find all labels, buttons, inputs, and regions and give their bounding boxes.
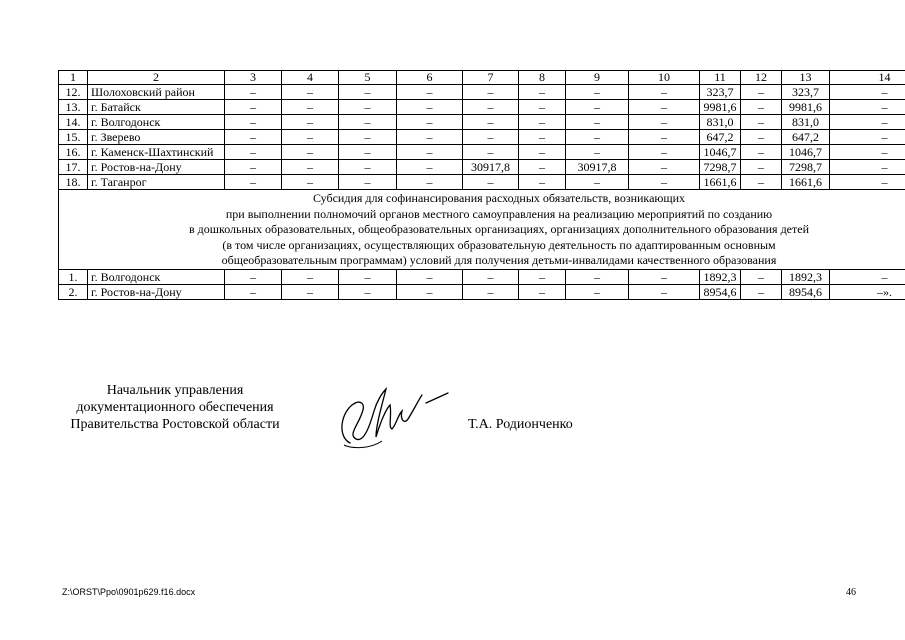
column-number-cell: 10 — [629, 71, 700, 85]
value-cell: – — [339, 145, 397, 160]
column-number-cell: 11 — [700, 71, 741, 85]
value-cell: – — [741, 100, 782, 115]
territory-cell: г. Таганрог — [88, 175, 225, 190]
value-cell: – — [519, 160, 566, 175]
value-cell: – — [282, 100, 339, 115]
section-title-line: при выполнении полномочий органов местного самоуправления на реализацию мероприятий по созданию — [225, 206, 773, 221]
handwritten-signature — [330, 375, 450, 455]
territory-cell: г. Каменск-Шахтинский — [88, 145, 225, 160]
value-cell: – — [225, 284, 282, 299]
table-row — [59, 175, 905, 190]
value-cell: – — [225, 160, 282, 175]
value-cell: – — [519, 284, 566, 299]
value-cell: 9981,6 — [700, 100, 741, 115]
value-cell: – — [519, 115, 566, 130]
value-cell: – — [282, 160, 339, 175]
footer-file-path: Z:\ORST\Ppo\0901p629.f16.docx — [62, 587, 196, 597]
value-cell: – — [225, 175, 282, 190]
value-cell: 1046,7 — [782, 145, 830, 160]
value-cell: – — [225, 130, 282, 145]
value-cell: 12. — [59, 85, 88, 100]
section-title-line: в дошкольных образовательных, общеобразовательных организациях, организациях дополнительного образования детей — [188, 222, 809, 236]
value-cell: 2. — [59, 284, 88, 299]
column-number-cell: 12 — [741, 71, 782, 85]
value-cell: – — [566, 175, 629, 190]
value-cell: – — [339, 284, 397, 299]
value-cell: – — [629, 160, 700, 175]
value-cell: – — [463, 145, 519, 160]
value-cell: – — [397, 175, 463, 190]
value-cell: – — [463, 100, 519, 115]
value-cell: 8954,6 — [782, 284, 830, 299]
value-cell: – — [339, 115, 397, 130]
column-number-cell: 3 — [225, 71, 282, 85]
territory-cell: г. Волгодонск — [88, 269, 225, 284]
column-number-cell: 14 — [830, 71, 905, 85]
value-cell: – — [741, 130, 782, 145]
value-cell: – — [225, 145, 282, 160]
value-cell: – — [741, 160, 782, 175]
value-cell: – — [397, 284, 463, 299]
value-cell: 14. — [59, 115, 88, 130]
value-cell: – — [463, 175, 519, 190]
value-cell: – — [830, 85, 905, 100]
table-body — [59, 71, 905, 300]
value-cell: – — [339, 100, 397, 115]
value-cell: – — [741, 115, 782, 130]
value-cell: 15. — [59, 130, 88, 145]
value-cell: – — [830, 175, 905, 190]
value-cell: – — [830, 115, 905, 130]
column-number-cell: 13 — [782, 71, 830, 85]
value-cell: 831,0 — [700, 115, 741, 130]
territory-cell: Шолоховский район — [88, 85, 225, 100]
value-cell: 1661,6 — [700, 175, 741, 190]
value-cell: – — [463, 130, 519, 145]
position-line: документационного обеспечения — [76, 400, 274, 415]
value-cell: – — [629, 85, 700, 100]
value-cell: – — [830, 145, 905, 160]
value-cell: – — [830, 160, 905, 175]
value-cell: – — [225, 115, 282, 130]
value-cell: – — [566, 100, 629, 115]
signatory-name: Т.А. Родионченко — [468, 417, 573, 432]
table-row — [59, 160, 905, 175]
value-cell: – — [282, 284, 339, 299]
position-line: Правительства Ростовской области — [70, 417, 280, 432]
value-cell: 13. — [59, 100, 88, 115]
territory-cell: г. Волгодонск — [88, 115, 225, 130]
table-row — [59, 269, 905, 284]
value-cell: – — [463, 269, 519, 284]
value-cell: – — [397, 130, 463, 145]
value-cell: – — [225, 269, 282, 284]
value-cell: – — [282, 145, 339, 160]
value-cell: – — [339, 85, 397, 100]
value-cell: – — [566, 269, 629, 284]
section-title-line: (в том числе организациях, осуществляющих образовательную деятельность по адаптированным основным — [222, 237, 776, 252]
value-cell: 647,2 — [782, 130, 830, 145]
value-cell: – — [397, 100, 463, 115]
value-cell: – — [463, 284, 519, 299]
value-cell: – — [830, 130, 905, 145]
value-cell: – — [519, 175, 566, 190]
territory-cell: г. Ростов-на-Дону — [88, 160, 225, 175]
signatory-position — [40, 382, 310, 433]
column-number-cell: 2 — [88, 71, 225, 85]
value-cell: – — [741, 85, 782, 100]
section-title-line: общеобразовательным программам) условий для получения детьми-инвалидами качественного образования — [221, 253, 777, 267]
section-title-line: Субсидия для софинансирования расходных обязательств, возникающих — [312, 191, 686, 205]
value-cell: – — [566, 130, 629, 145]
table-row — [59, 130, 905, 145]
value-cell: – — [225, 85, 282, 100]
table-row — [59, 284, 905, 299]
value-cell: – — [629, 130, 700, 145]
value-cell: – — [397, 160, 463, 175]
value-cell: – — [629, 115, 700, 130]
value-cell: 16. — [59, 145, 88, 160]
value-cell: – — [339, 175, 397, 190]
section-title — [59, 190, 905, 270]
page-number: 46 — [846, 587, 856, 598]
value-cell: – — [339, 130, 397, 145]
column-number-cell: 6 — [397, 71, 463, 85]
value-cell: – — [741, 269, 782, 284]
value-cell: 8954,6 — [700, 284, 741, 299]
value-cell: – — [741, 284, 782, 299]
territory-cell: г. Зверево — [88, 130, 225, 145]
value-cell: – — [519, 269, 566, 284]
value-cell: – — [282, 130, 339, 145]
column-number-cell: 5 — [339, 71, 397, 85]
column-number-cell: 9 — [566, 71, 629, 85]
value-cell: – — [566, 115, 629, 130]
value-cell: – — [282, 175, 339, 190]
value-cell: – — [629, 175, 700, 190]
value-cell: – — [339, 160, 397, 175]
value-cell: – — [282, 85, 339, 100]
value-cell: 831,0 — [782, 115, 830, 130]
value-cell: – — [741, 145, 782, 160]
table-row — [59, 100, 905, 115]
value-cell: 30917,8 — [463, 160, 519, 175]
value-cell: – — [519, 85, 566, 100]
column-number-cell: 7 — [463, 71, 519, 85]
column-number-cell: 8 — [519, 71, 566, 85]
value-cell: 323,7 — [700, 85, 741, 100]
value-cell: – — [741, 175, 782, 190]
value-cell: – — [629, 269, 700, 284]
value-cell: 1. — [59, 269, 88, 284]
value-cell: – — [397, 269, 463, 284]
value-cell: 647,2 — [700, 130, 741, 145]
column-number-cell: 1 — [59, 71, 88, 85]
value-cell: – — [282, 269, 339, 284]
subsidy-table — [58, 70, 905, 300]
value-cell: – — [830, 269, 905, 284]
value-cell: – — [397, 145, 463, 160]
value-cell: 1892,3 — [700, 269, 741, 284]
value-cell: –». — [830, 284, 905, 299]
value-cell: – — [629, 284, 700, 299]
value-cell: – — [339, 269, 397, 284]
value-cell: – — [519, 100, 566, 115]
value-cell: 7298,7 — [782, 160, 830, 175]
territory-cell: г. Батайск — [88, 100, 225, 115]
section-title-row — [59, 190, 905, 270]
value-cell: 17. — [59, 160, 88, 175]
value-cell: 7298,7 — [700, 160, 741, 175]
value-cell: – — [463, 85, 519, 100]
value-cell: – — [566, 85, 629, 100]
value-cell: – — [629, 145, 700, 160]
value-cell: – — [566, 284, 629, 299]
value-cell: – — [282, 115, 339, 130]
value-cell: 1892,3 — [782, 269, 830, 284]
value-cell: 18. — [59, 175, 88, 190]
table-row — [59, 115, 905, 130]
territory-cell: г. Ростов-на-Дону — [88, 284, 225, 299]
value-cell: 30917,8 — [566, 160, 629, 175]
value-cell: – — [397, 85, 463, 100]
value-cell: – — [463, 115, 519, 130]
value-cell: – — [629, 100, 700, 115]
column-number-cell: 4 — [282, 71, 339, 85]
table-header-row — [59, 71, 905, 85]
position-line: Начальник управления — [106, 383, 244, 398]
value-cell: – — [566, 145, 629, 160]
table-row — [59, 145, 905, 160]
value-cell: – — [397, 115, 463, 130]
value-cell: – — [519, 145, 566, 160]
value-cell: 1046,7 — [700, 145, 741, 160]
value-cell: – — [830, 100, 905, 115]
value-cell: 323,7 — [782, 85, 830, 100]
value-cell: – — [519, 130, 566, 145]
table-row — [59, 85, 905, 100]
value-cell: 1661,6 — [782, 175, 830, 190]
value-cell: – — [225, 100, 282, 115]
value-cell: 9981,6 — [782, 100, 830, 115]
